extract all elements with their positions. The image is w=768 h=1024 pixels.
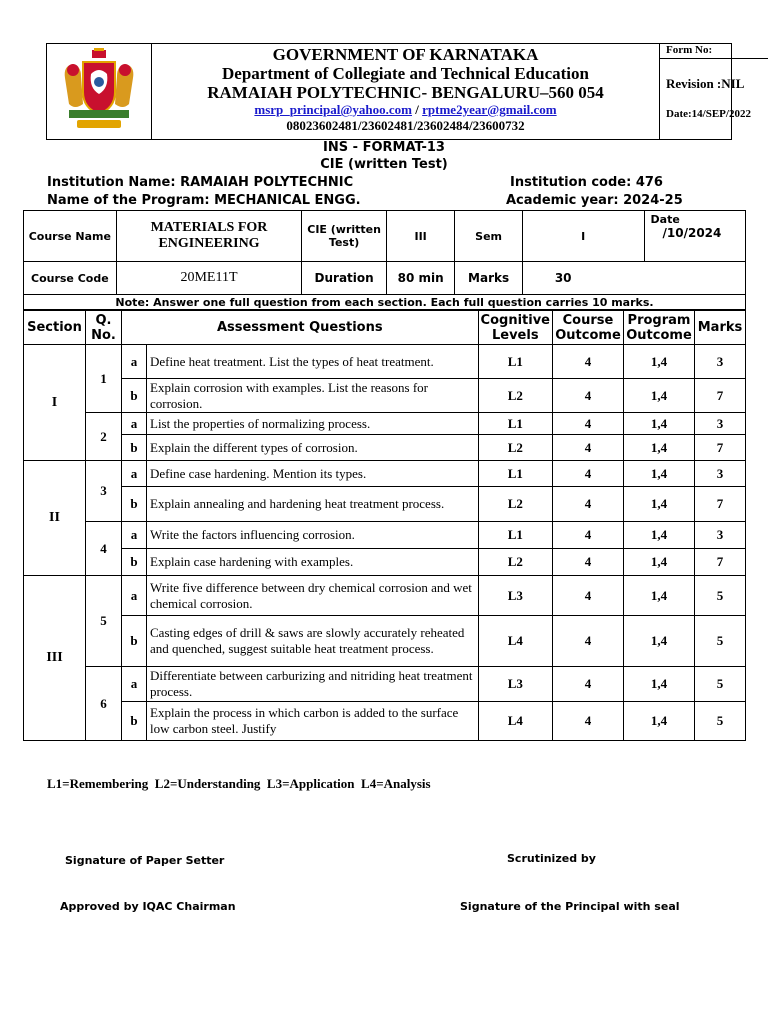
program-outcome: 1,4 (624, 616, 695, 667)
program-outcome: 1,4 (624, 345, 695, 379)
questions-header: Assessment Questions (122, 311, 479, 345)
program-outcome: 1,4 (624, 522, 695, 549)
marks-header: Marks (695, 311, 746, 345)
cognitive-level: L3 (478, 667, 552, 702)
department-title: Department of Collegiate and Technical Education (222, 64, 589, 83)
course-outcome: 4 (553, 413, 624, 435)
marks: 3 (695, 461, 746, 487)
course-outcome: 4 (553, 576, 624, 616)
question-text: Explain case hardening with examples. (147, 549, 479, 576)
question-text: Define case hardening. Mention its types. (147, 461, 479, 487)
question-number: 3 (86, 461, 122, 522)
course-outcome: 4 (553, 522, 624, 549)
program-outcome: 1,4 (624, 461, 695, 487)
question-text: Explain the process in which carbon is added to the surface low carbon steel. Justify (147, 702, 479, 741)
cognitive-level: L1 (478, 345, 552, 379)
cognitive-level: L4 (478, 616, 552, 667)
form-date: Date:14/SEP/2022 (666, 108, 751, 120)
cognitive-level: L1 (478, 413, 552, 435)
table-row (24, 549, 746, 576)
paper-setter-signature: Signature of Paper Setter (65, 854, 225, 867)
part-label: b (122, 435, 147, 461)
logo-cell (47, 44, 152, 139)
marks: 7 (695, 549, 746, 576)
institution-name: Institution Name: RAMAIAH POLYTECHNIC (47, 175, 354, 190)
course-outcome: 4 (553, 345, 624, 379)
cie-value: III (386, 211, 454, 262)
marks-value: 30 (522, 262, 745, 295)
marks: 7 (695, 487, 746, 522)
table-row (24, 702, 746, 741)
part-label: b (122, 702, 147, 741)
program-outcome: 1,4 (624, 549, 695, 576)
question-number: 6 (86, 667, 122, 741)
marks: 3 (695, 522, 746, 549)
form-number: Form No: (666, 44, 713, 56)
cognitive-level: L2 (478, 549, 552, 576)
question-number: 4 (86, 522, 122, 576)
course-outcome-header: Course Outcome (553, 311, 624, 345)
question-text: Explain corrosion with examples. List the reasons for corrosion. (147, 379, 479, 413)
course-outcome: 4 (553, 435, 624, 461)
date-label: Date (650, 213, 680, 226)
course-outcome: 4 (553, 487, 624, 522)
question-number: 5 (86, 576, 122, 667)
question-text: Define heat treatment. List the types of heat treatment. (147, 345, 479, 379)
principal-email-link[interactable]: msrp_principal@yahoo.com (254, 102, 413, 117)
table-row (24, 616, 746, 667)
question-text: Differentiate between carburizing and nitriding heat treatment process. (147, 667, 479, 702)
section-header: Section (24, 311, 86, 345)
program-outcome: 1,4 (624, 576, 695, 616)
question-text: Write five difference between dry chemical corrosion and wet chemical corrosion. (147, 576, 479, 616)
institution-code: Institution code: 476 (510, 175, 663, 190)
course-code-label: Course Code (24, 262, 117, 295)
marks-label: Marks (455, 262, 522, 295)
section-label: III (24, 576, 86, 741)
email-separator: / (412, 102, 423, 117)
qno-header: Q. No. (86, 311, 122, 345)
iqac-approval: Approved by IQAC Chairman (60, 900, 236, 913)
government-title: GOVERNMENT OF KARNATAKA (272, 45, 539, 64)
form-info (659, 44, 751, 139)
question-text: Casting edges of drill & saws are slowly accurately reheated and quenched, suggest suitable heat treatment process. (147, 616, 479, 667)
test-title: CIE (written Test) (320, 157, 448, 172)
course-outcome: 4 (553, 702, 624, 741)
date-cell (644, 211, 745, 262)
question-text: Explain the different types of corrosion. (147, 435, 479, 461)
part-label: a (122, 522, 147, 549)
question-text: Write the factors influencing corrosion. (147, 522, 479, 549)
table-row (24, 413, 746, 435)
part-label: b (122, 616, 147, 667)
karnataka-emblem-icon (59, 48, 139, 132)
section-label: II (24, 461, 86, 576)
program-outcome: 1,4 (624, 702, 695, 741)
cognitive-level-legend: L1=Remembering L2=Understanding L3=Application L4=Analysis (47, 776, 431, 791)
question-number: 2 (86, 413, 122, 461)
program-outcome: 1,4 (624, 413, 695, 435)
revision: Revision :NIL (666, 76, 745, 91)
table-row (24, 379, 746, 413)
marks: 3 (695, 413, 746, 435)
cognitive-level: L1 (478, 461, 552, 487)
sem-label: Sem (455, 211, 522, 262)
course-outcome: 4 (553, 379, 624, 413)
part-label: a (122, 345, 147, 379)
table-row (24, 522, 746, 549)
part-label: a (122, 461, 147, 487)
cognitive-level: L3 (478, 576, 552, 616)
part-label: a (122, 576, 147, 616)
cognitive-level: L2 (478, 487, 552, 522)
course-outcome: 4 (553, 461, 624, 487)
part-label: b (122, 487, 147, 522)
course-info-table (23, 210, 746, 310)
part-label: b (122, 379, 147, 413)
academic-year: Academic year: 2024-25 (506, 193, 683, 208)
cognitive-level: L4 (478, 702, 552, 741)
program-outcome: 1,4 (624, 667, 695, 702)
cognitive-level: L2 (478, 435, 552, 461)
marks: 3 (695, 345, 746, 379)
department-email-link[interactable]: rptme2year@gmail.com (422, 102, 557, 117)
table-row (24, 487, 746, 522)
phone-numbers: 08023602481/23602481/23602484/23600732 (286, 118, 525, 133)
table-row (24, 667, 746, 702)
part-label: a (122, 667, 147, 702)
marks: 5 (695, 667, 746, 702)
table-row (24, 345, 746, 379)
cognitive-level: L2 (478, 379, 552, 413)
instructions-note: Note: Answer one full question from each section. Each full question carries 10 marks. (24, 295, 746, 310)
cie-label: CIE (written Test) (302, 211, 387, 262)
marks: 5 (695, 616, 746, 667)
cognitive-level: L1 (478, 522, 552, 549)
cognitive-header: Cognitive Levels (478, 311, 552, 345)
scrutinized-by: Scrutinized by (507, 852, 596, 865)
title-block (152, 44, 659, 139)
college-title: RAMAIAH POLYTECHNIC- BENGALURU–560 054 (207, 83, 604, 102)
marks: 7 (695, 435, 746, 461)
question-text: Explain annealing and hardening heat treatment process. (147, 487, 479, 522)
principal-signature: Signature of the Principal with seal (460, 900, 680, 913)
program-outcome-header: Program Outcome (624, 311, 695, 345)
sem-value: I (522, 211, 644, 262)
question-number: 1 (86, 345, 122, 413)
program-outcome: 1,4 (624, 379, 695, 413)
duration-value: 80 min (386, 262, 454, 295)
document-header (46, 43, 751, 140)
section-label: I (24, 345, 86, 461)
program-name: Name of the Program: MECHANICAL ENGG. (47, 193, 361, 208)
marks: 7 (695, 379, 746, 413)
marks: 5 (695, 702, 746, 741)
format-title: INS - FORMAT-13 (323, 140, 445, 155)
table-row (24, 461, 746, 487)
duration-label: Duration (302, 262, 387, 295)
program-outcome: 1,4 (624, 487, 695, 522)
course-code: 20ME11T (116, 262, 302, 295)
course-name-label: Course Name (24, 211, 117, 262)
course-outcome: 4 (553, 549, 624, 576)
questions-table (23, 310, 746, 741)
table-row (24, 576, 746, 616)
part-label: a (122, 413, 147, 435)
course-name: MATERIALS FOR ENGINEERING (116, 211, 302, 262)
program-outcome: 1,4 (624, 435, 695, 461)
table-row (24, 435, 746, 461)
question-text: List the properties of normalizing process. (147, 413, 479, 435)
part-label: b (122, 549, 147, 576)
course-outcome: 4 (553, 616, 624, 667)
date-value: /10/2024 (662, 226, 722, 240)
marks: 5 (695, 576, 746, 616)
course-outcome: 4 (553, 667, 624, 702)
